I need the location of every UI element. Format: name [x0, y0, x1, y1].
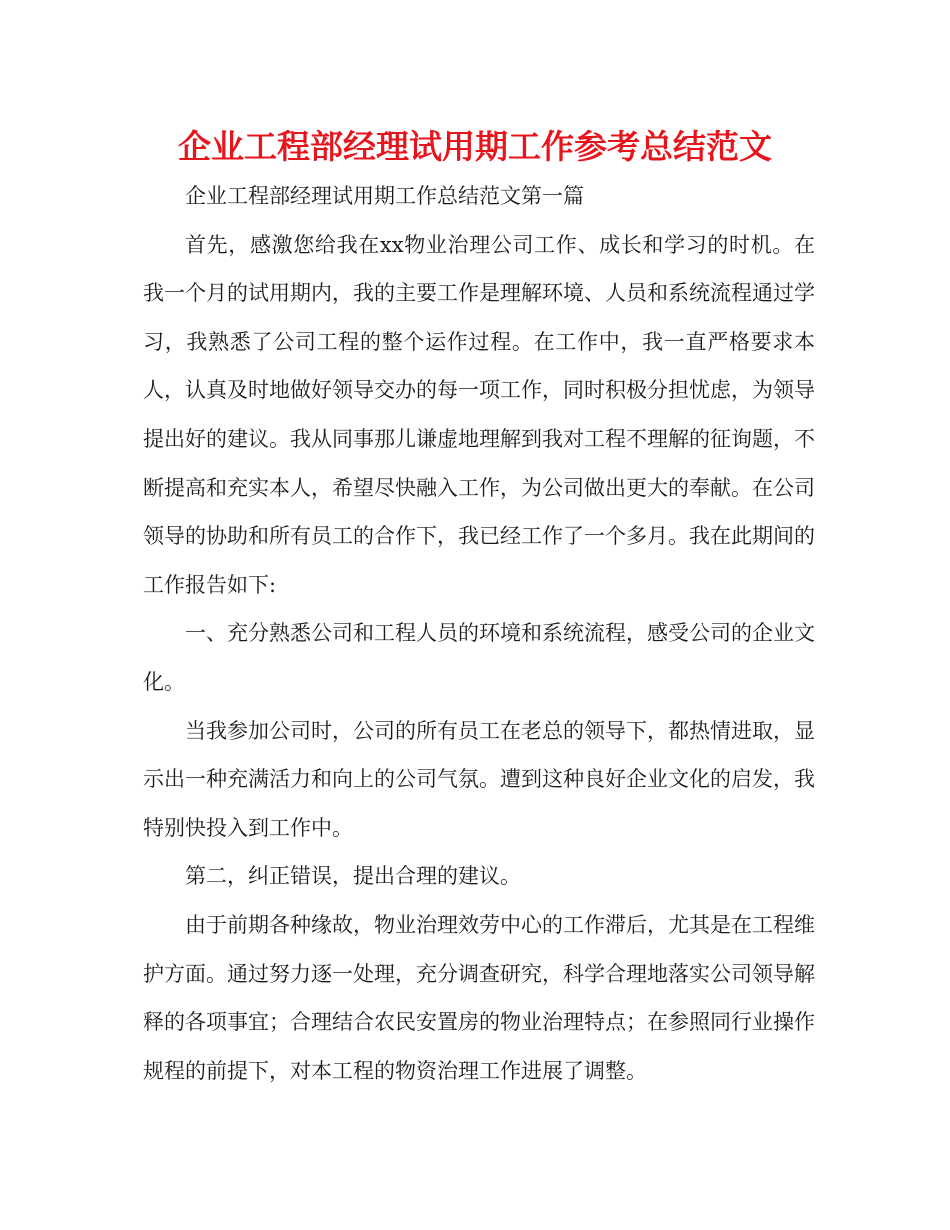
paragraph: 一、充分熟悉公司和工程人员的环境和系统流程，感受公司的企业文化。: [143, 621, 815, 694]
paragraph: 第二，纠正错误，提出合理的建议。: [185, 864, 521, 889]
paragraph: 首先，感激您给我在xx物业治理公司工作、成长和学习的时机。在我一个月的试用期内，我的主要工作是理解环境、人员和系统流程通过学习，我熟悉了公司工程的整个运作过程。在工作中，我一直严格要求本人，认真及时地做好领导交办的每一项工作，同时积极分担忧虑，为领导提出好的建议。我从同事那儿谦虚地理解到我对工程不理解的征询题，不断提高和充实本人，希望尽快融入工作，为公司做出更大的奉献。在公司领导的协助和所有员工的合作下，我已经工作了一个多月。我在此期间的工作报告如下:: [143, 232, 815, 597]
section-heading: 企业工程部经理试用期工作总结范文第一篇: [185, 184, 584, 208]
paragraph: 由于前期各种缘故，物业治理效劳中心的工作滞后，尤其是在工程维护方面。通过努力逐一处理，充分调查研究，科学合理地落实公司领导解释的各项事宜；合理结合农民安置房的物业治理特点；在参照同行业操作规程的前提下，对本工程的物资治理工作进展了调整。: [143, 912, 815, 1083]
document-body: [143, 172, 815, 1095]
document-title: 企业工程部经理试用期工作参考总结范文: [178, 127, 772, 166]
paragraph: 当我参加公司时，公司的所有员工在老总的领导下，都热情进取，显示出一种充满活力和向上的公司气氛。遭到这种良好企业文化的启发，我特别快投入到工作中。: [143, 718, 815, 840]
